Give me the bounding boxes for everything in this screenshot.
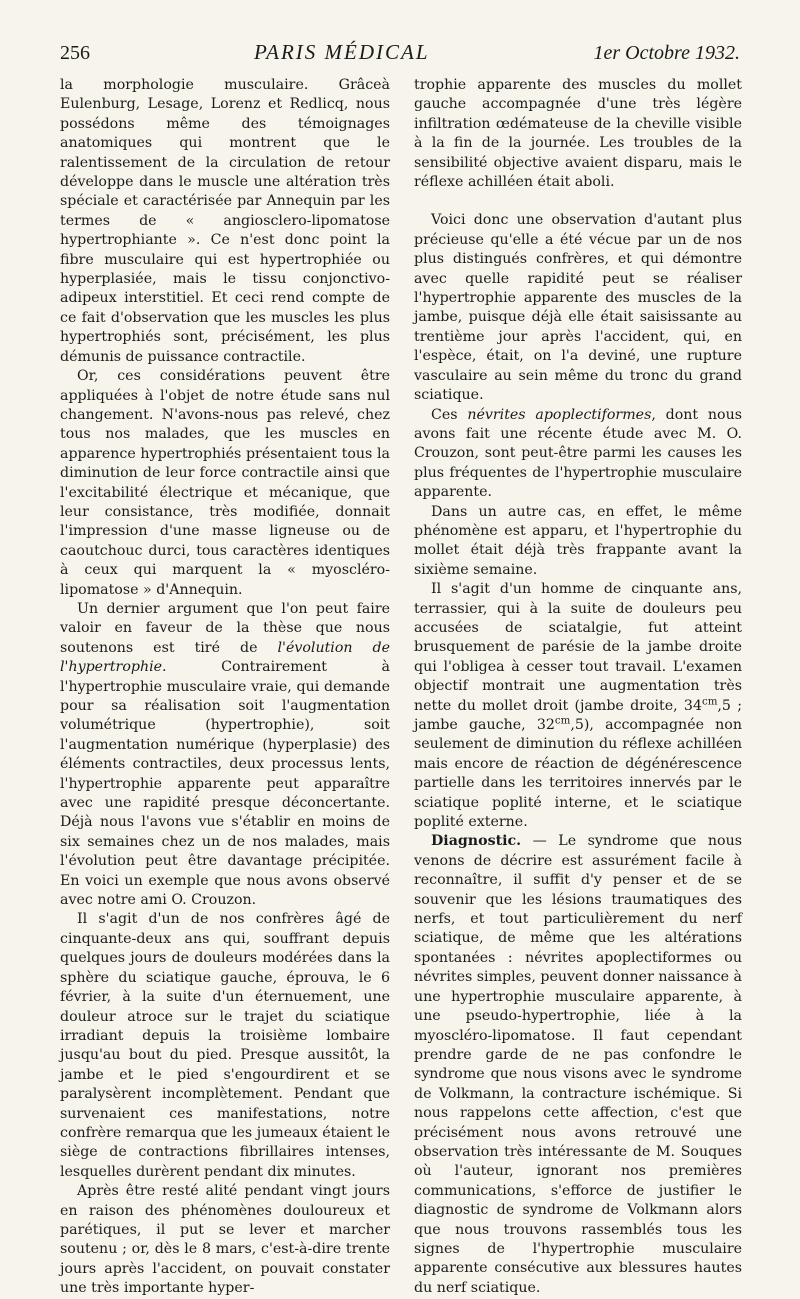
journal-title: PARIS MÉDICAL xyxy=(254,40,430,64)
page-number: 256 xyxy=(60,42,90,64)
paragraph xyxy=(414,580,742,832)
right-column xyxy=(414,76,742,1298)
section-heading: Diagnostic. xyxy=(431,833,522,850)
text-run: ,5 ; jambe gauche, 32 xyxy=(414,697,743,733)
text-run: . Contrairement à l'hypertrophie musculaire vraie, qui demande pour sa réalisation soit l'augmentation volumétrique (hypertrophie), soit l'augmentation numérique (hyperplasie) des éléments contractiles, deux processus lents, l'hypertrophie apparente peut apparaître avec une rapidité presque déconcertante. Déjà nous l'avons vue s'établir en moins de six semaines chez un de nos malades, mais l'évolution peut être davantage précipitée. En voici un exemple que nous avons observé avec notre ami O. Crouzon. xyxy=(60,659,390,909)
issue-date: 1er Octobre 1932. xyxy=(593,42,740,64)
page-header xyxy=(60,40,740,72)
paragraph: Dans un autre cas, en effet, le même phénomène est apparu, et l'hypertrophie du mollet était déjà très frappante avant la sixième semaine. xyxy=(414,503,742,578)
italic-phrase: névrites apoplectiformes xyxy=(467,406,652,423)
text-run: — Le syndrome que nous venons de décrire est assurément facile à reconnaître, il suffit d'y penser et de se souvenir que les lésions traumatiques des nerfs, et tout particulièrement du nerf sciatique, de même que les altérations spontanées : névrites apoplectiformes ou névrites simples, peuvent donner naissance à une hypertrophie musculaire apparente, à une pseudo-hypertrophie, liée à la myoscléro-lipomatose. Il faut cependant prendre garde de ne pas confondre le syndrome que nous visons avec le syndrome de Volkmann, la contracture ischémique. Si nous rappelons cette affection, c'est que précisément nous avons retrouvé une observation très intéressante de M. Souques où l'auteur, ignorant nos premières communications, s'efforce de justifier le diagnostic de syndrome de Volkmann alors que nous trouvons rassemblés tous les signes de l'hypertrophie musculaire apparente consécutive aux blessures hautes du nerf sciatique. xyxy=(414,833,742,1296)
paragraph: Après être resté alité pendant vingt jours en raison des phénomènes douloureux et parétiques, il put se lever et marcher soutenu ; or, dès le 8 mars, c'est-à-dire trente jours après l'accident, on pouvait constater une très importante hyper- xyxy=(60,1183,390,1297)
text-run: , dont nous avons fait une récente étude avec M. O. Crouzon, sont peut-être parmi les causes les plus fréquentes de l'hypertrophie musculaire apparente. xyxy=(414,406,743,501)
text-run: Il s'agit d'un homme de cinquante ans, terrassier, qui à la suite de douleurs peu accusées de sciatalgie, fut atteint brusquement de parésie de la jambe droite qui l'obligea à cesser tout travail. L'examen objectif montrait une augmentation très nette du mollet droit (jambe droite, 34 xyxy=(414,581,742,714)
paragraph xyxy=(60,600,390,911)
text-run: ,5), accompagnée non seulement de diminution du réflexe achilléen mais encore de réaction de dégénérescence partielle dans les territoires innervés par le sciatique poplité interne, et le sciatique poplité externe. xyxy=(414,717,742,831)
paragraph xyxy=(414,832,742,1298)
unit-superscript: cm xyxy=(701,695,718,707)
italic-phrase: l'évolution de l'hypertrophie xyxy=(60,639,390,676)
left-column xyxy=(60,76,390,1299)
paragraph: Voici donc une observation d'autant plus précieuse qu'elle a été vécue par un de nos plus distingués confrères, et qui démontre avec quelle rapidité peut se réaliser l'hypertrophie apparente des muscles de la jambe, puisque déjà elle était saisissante au trentième jour après l'accident, qui, en l'espèce, était, on l'a deviné, une rupture vasculaire au sein même du tronc du grand sciatique. xyxy=(414,212,742,404)
paragraph xyxy=(414,406,742,503)
text-run: Un dernier argument que l'on peut faire valoir en faveur de la thèse que nous soutenons est tiré de xyxy=(60,600,390,656)
paragraph: Or, ces considérations peuvent être appliquées à l'objet de notre étude sans nul changement. N'avons-nous pas relevé, chez tous nos malades, que les muscles en apparence hypertrophiés présentaient tous la diminution de leur force contractile ainsi que l'excitabilité électrique et mécanique, que leur consistance, très modifiée, donnait l'impression d'une masse ligneuse ou de caoutchouc durci, tous caractères identiques à ceux qui marquent la « myoscléro-lipomatose » d'Annequin. xyxy=(60,368,390,598)
unit-superscript: cm xyxy=(554,715,571,727)
paragraph: Il s'agit d'un de nos confrères âgé de cinquante-deux ans qui, souffrant depuis quelques jours de douleurs modérées dans la sphère du sciatique gauche, éprouva, le 6 février, à la suite d'un éternuement, une douleur atroce sur le trajet du sciatique irradiant depuis la troisième lombaire jusqu'au bout du pied. Presque aussitôt, la jambe et le pied s'engourdirent et se paralysèrent incomplètement. Pendant que survenaient ces manifestations, notre confrère remarqua que les jumeaux étaient le siège de contractions fibrillaires intenses, lesquelles durèrent pendant dix minutes. xyxy=(60,911,390,1180)
paragraph: la morphologie musculaire. Grâceà Eulenburg, Lesage, Lorenz et Redlicq, nous possédons même des témoignages anatomiques qui montrent que le ralentissement de la circulation de retour développe dans le muscle une altération très spéciale et caractérisée par Annequin par les termes de « angiosclero-lipomatose hypertrophiante ». Ce n'est donc point la fibre musculaire qui est hypertrophiée ou hyperplasiée, mais le tissu conjonctivo-adipeux interstitiel. Et ceci rend compte de ce fait d'observation que les muscles les plus hypertrophiés sont, précisément, les plus démunis de puissance contractile. xyxy=(60,77,390,365)
paragraph: trophie apparente des muscles du mollet gauche accompagnée d'une très légère infiltration œdémateuse de la cheville visible à la fin de la journée. Les troubles de la sensibilité objective avaient disparu, mais le réflexe achilléen était aboli. xyxy=(414,77,742,191)
text-run: Ces xyxy=(431,406,468,423)
